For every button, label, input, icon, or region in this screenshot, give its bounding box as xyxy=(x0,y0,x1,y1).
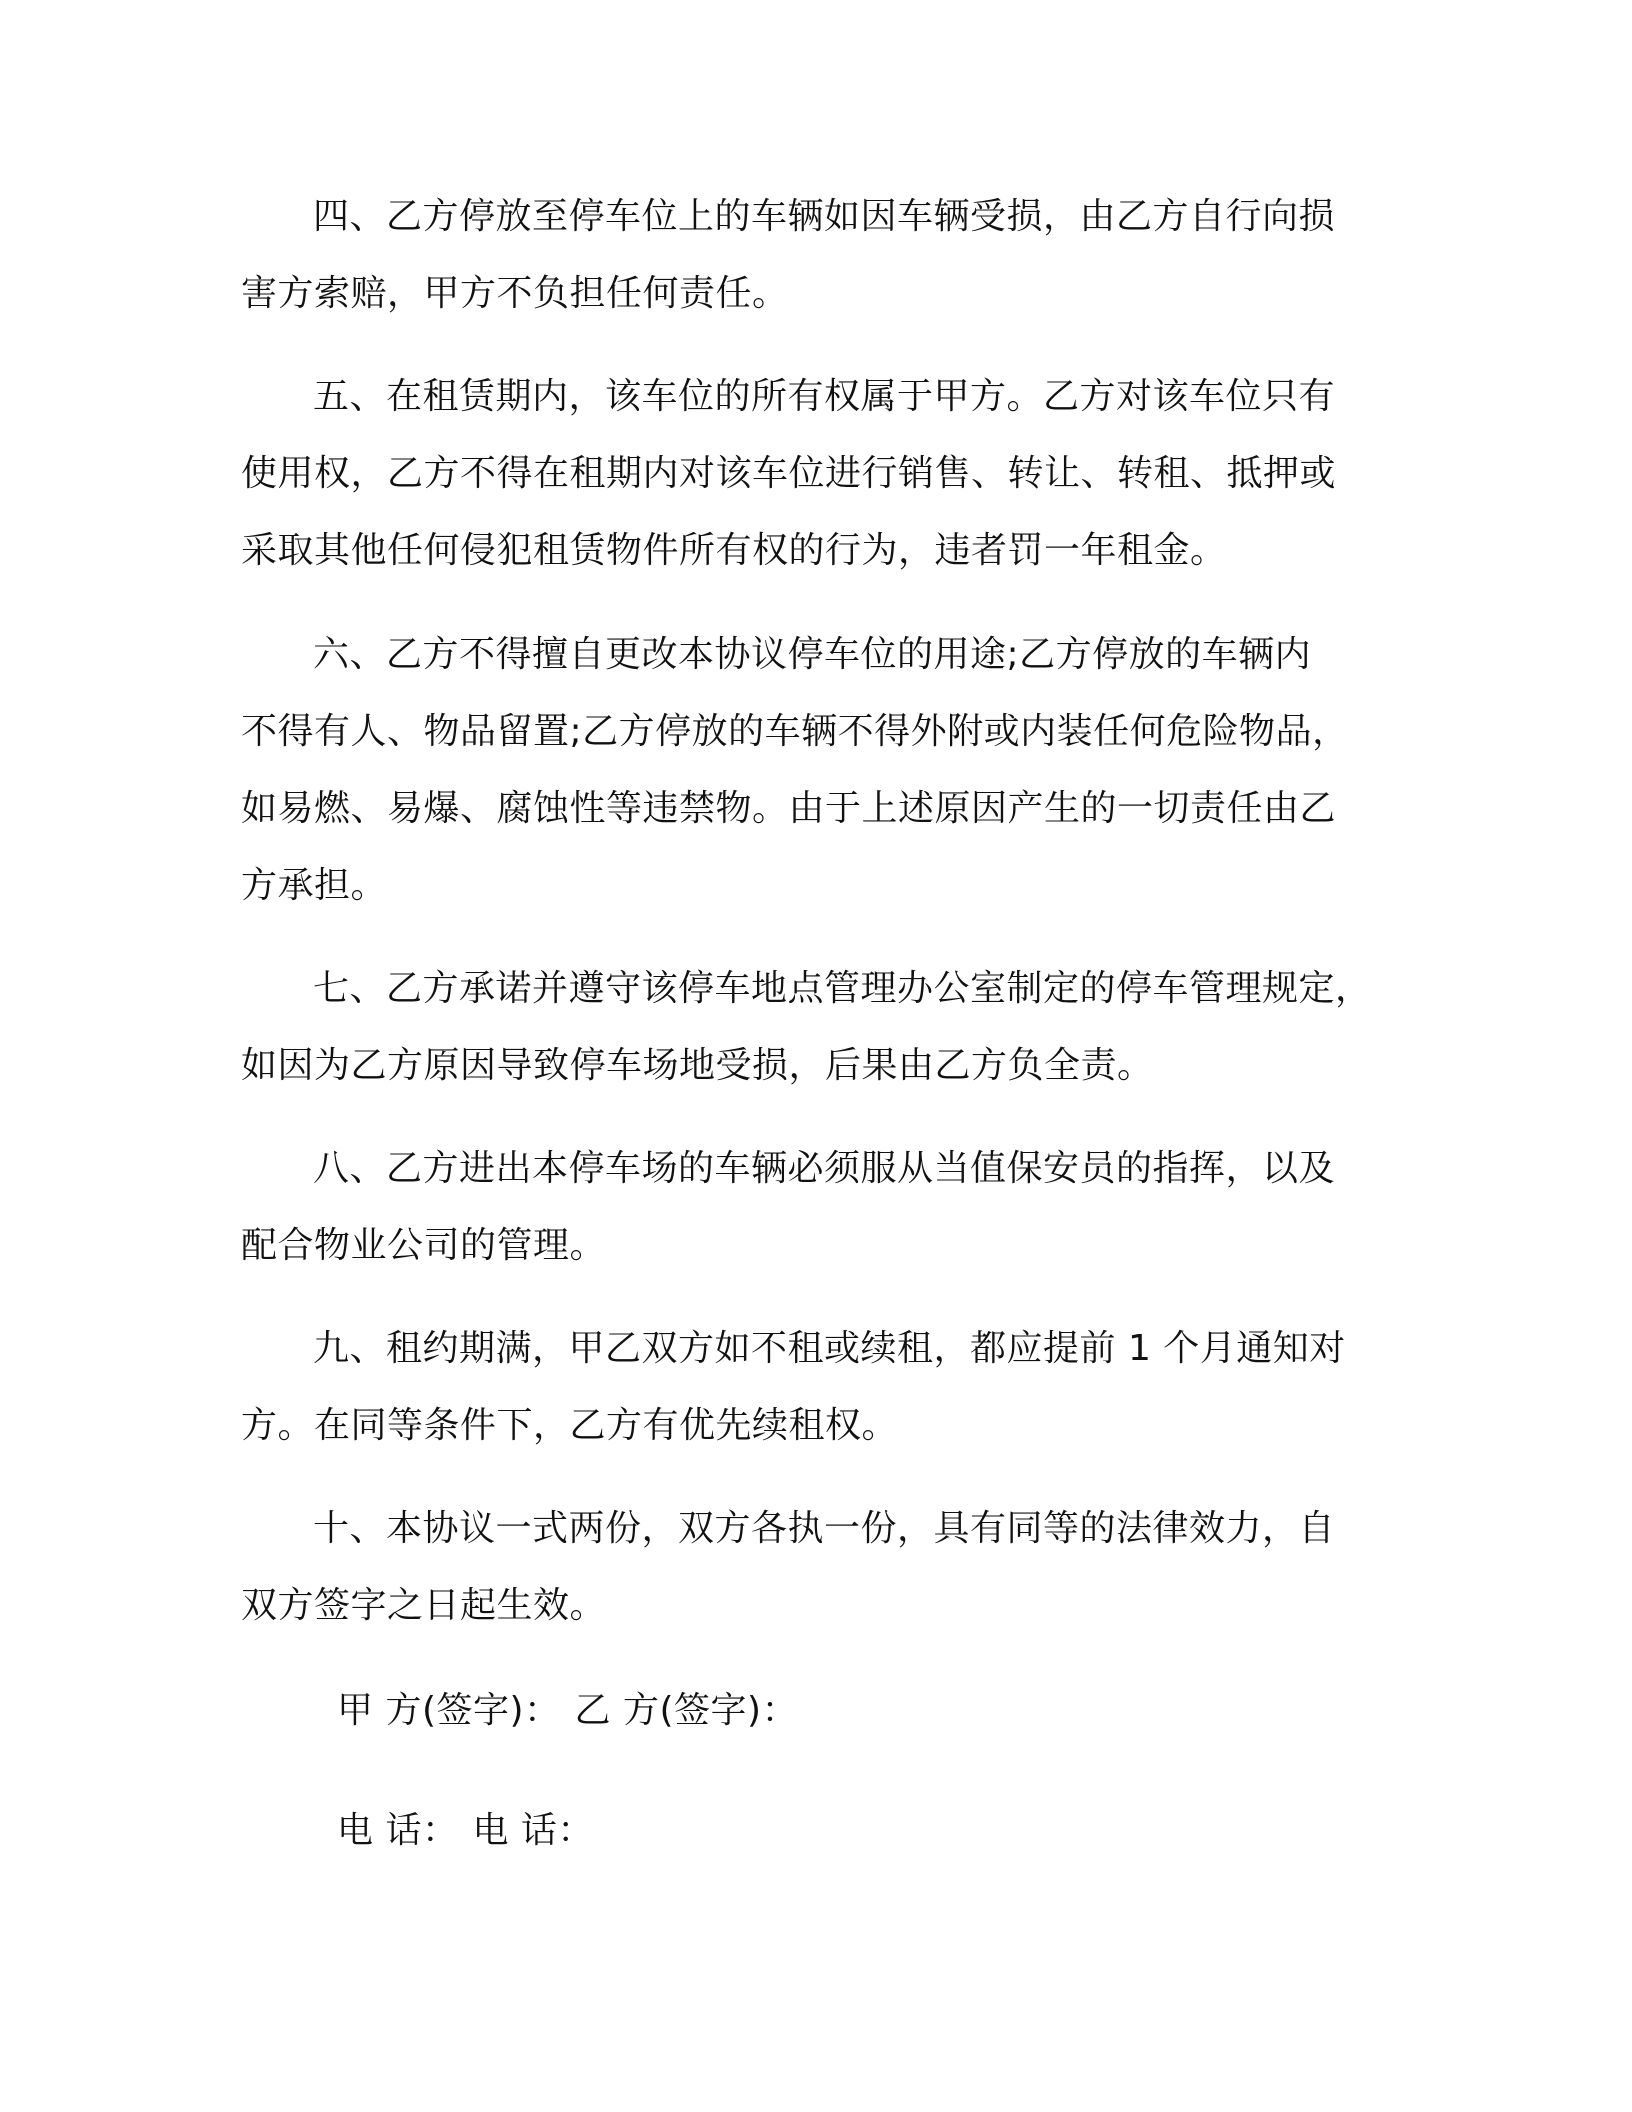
clause-10 xyxy=(241,1490,1401,1644)
clause-line: 如因为乙方原因导致停车场地受损，后果由乙方负全责。 xyxy=(241,1045,1154,1086)
clause-line: 十、本协议一式两份，双方各执一份，具有同等的法律效力，自 xyxy=(313,1508,1336,1549)
clause-line: 方。在同等条件下，乙方有优先续租权。 xyxy=(241,1405,899,1446)
clause-line: 五、在租赁期内，该车位的所有权属于甲方。乙方对该车位只有 xyxy=(313,376,1336,417)
clause-line: 八、乙方进出本停车场的车辆必须服从当值保安员的指挥，以及 xyxy=(313,1148,1336,1189)
clause-8 xyxy=(241,1130,1401,1284)
phone-line xyxy=(337,1806,594,1856)
clause-6 xyxy=(241,616,1401,924)
clause-line: 配合物业公司的管理。 xyxy=(241,1225,607,1266)
clause-line: 使用权，乙方不得在租期内对该车位进行销售、转让、转租、抵押或 xyxy=(241,453,1337,494)
party-b-signature-label: 乙 方(签字)： xyxy=(574,1690,799,1731)
clause-line: 四、乙方停放至停车位上的车辆如因车辆受损，由乙方自行向损 xyxy=(313,196,1336,237)
clause-7 xyxy=(241,950,1401,1104)
clause-line: 九、租约期满，甲乙双方如不租或续租，都应提前 1 个月通知对 xyxy=(313,1328,1346,1369)
party-b-phone-label: 电 话： xyxy=(472,1810,594,1851)
clause-line: 六、乙方不得擅自更改本协议停车位的用途;乙方停放的车辆内 xyxy=(313,634,1312,675)
party-a-phone-label: 电 话： xyxy=(337,1810,459,1851)
clause-4 xyxy=(241,178,1401,332)
signature-line xyxy=(337,1686,798,1736)
clause-5 xyxy=(241,358,1401,589)
clause-9 xyxy=(241,1310,1401,1464)
party-a-signature-label: 甲 方(签字)： xyxy=(337,1690,561,1731)
clause-line: 双方签字之日起生效。 xyxy=(241,1585,607,1626)
clause-line: 不得有人、物品留置;乙方停放的车辆不得外附或内装任何危险物品， xyxy=(241,711,1349,752)
clause-line: 如易燃、易爆、腐蚀性等违禁物。由于上述原因产生的一切责任由乙 xyxy=(241,788,1337,829)
clause-line: 七、乙方承诺并遵守该停车地点管理办公室制定的停车管理规定， xyxy=(313,968,1372,1009)
clause-line: 方承担。 xyxy=(241,865,388,906)
clause-line: 采取其他任何侵犯租赁物件所有权的行为，违者罚一年租金。 xyxy=(241,530,1227,571)
clause-line: 害方索赔，甲方不负担任何责任。 xyxy=(241,273,789,314)
